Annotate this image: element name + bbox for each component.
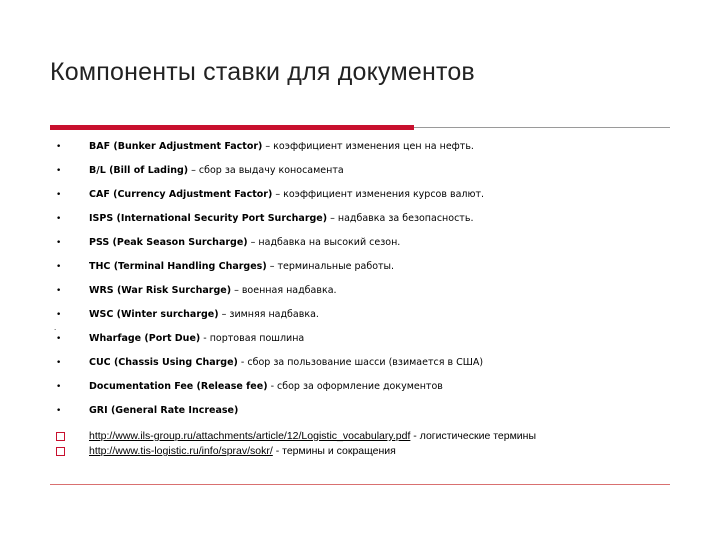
square-bullet-icon <box>56 447 65 456</box>
item-term: GRI (General Rate Increase) <box>89 405 239 416</box>
item-desc: - портовая пошлина <box>200 333 305 344</box>
item-desc: – коэффициент изменения цен на нефть. <box>262 141 474 152</box>
item-term: Wharfage (Port Due) <box>89 333 201 344</box>
vocabulary-link[interactable]: http://www.ils-group.ru/attachments/article/12/Logistic_vocabulary.pdf <box>89 430 411 442</box>
item-desc: – терминальные работы. <box>266 261 395 272</box>
item-term: Documentation Fee (Release fee) <box>89 381 268 392</box>
item-term: WSC (Winter surcharge) <box>89 309 219 320</box>
square-bullet-icon <box>56 432 65 441</box>
bullet-icon: • <box>56 334 62 344</box>
abbreviations-link[interactable]: http://www.tis-logistic.ru/info/sprav/sokr/ <box>89 445 273 457</box>
item-term: B/L (Bill of Lading) <box>89 165 189 176</box>
item-term: CUC (Chassis Using Charge) <box>89 357 238 368</box>
page-title: Компоненты ставки для документов <box>50 58 475 86</box>
bullet-icon: • <box>56 310 62 320</box>
item-desc: - сбор за оформление документов <box>267 381 443 392</box>
item-desc: – надбавка за безопасность. <box>327 213 474 224</box>
item-term: ISPS (International Security Port Surcharge) <box>89 213 328 224</box>
title-underline-rule <box>414 127 670 128</box>
bullet-icon: • <box>56 142 62 152</box>
stray-dot: . <box>54 324 57 332</box>
item-term: CAF (Currency Adjustment Factor) <box>89 189 273 200</box>
link-desc: - логистические термины <box>410 430 537 442</box>
item-term: BAF (Bunker Adjustment Factor) <box>89 141 263 152</box>
item-desc: – коэффициент изменения курсов валют. <box>272 189 485 200</box>
item-desc: - сбор за пользование шасси (взимается в США) <box>237 357 484 368</box>
bullet-icon: • <box>56 358 62 368</box>
item-desc: – сбор за выдачу коносамента <box>188 165 344 176</box>
item-desc: – зимняя надбавка. <box>218 309 319 320</box>
item-desc: – военная надбавка. <box>231 285 337 296</box>
bullet-icon: • <box>56 382 62 392</box>
bullet-icon: • <box>56 166 62 176</box>
bullet-icon: • <box>56 262 62 272</box>
item-term: PSS (Peak Season Surcharge) <box>89 237 248 248</box>
title-underline-accent <box>50 125 414 130</box>
bullet-icon: • <box>56 286 62 296</box>
bullet-icon: • <box>56 190 62 200</box>
bullet-icon: • <box>56 214 62 224</box>
bottom-divider <box>50 484 670 485</box>
item-term: THC (Terminal Handling Charges) <box>89 261 267 272</box>
bullet-icon: • <box>56 238 62 248</box>
bullet-icon: • <box>56 406 62 416</box>
link-desc: - термины и сокращения <box>272 445 396 457</box>
item-term: WRS (War Risk Surcharge) <box>89 285 232 296</box>
item-desc: – надбавка на высокий сезон. <box>247 237 401 248</box>
